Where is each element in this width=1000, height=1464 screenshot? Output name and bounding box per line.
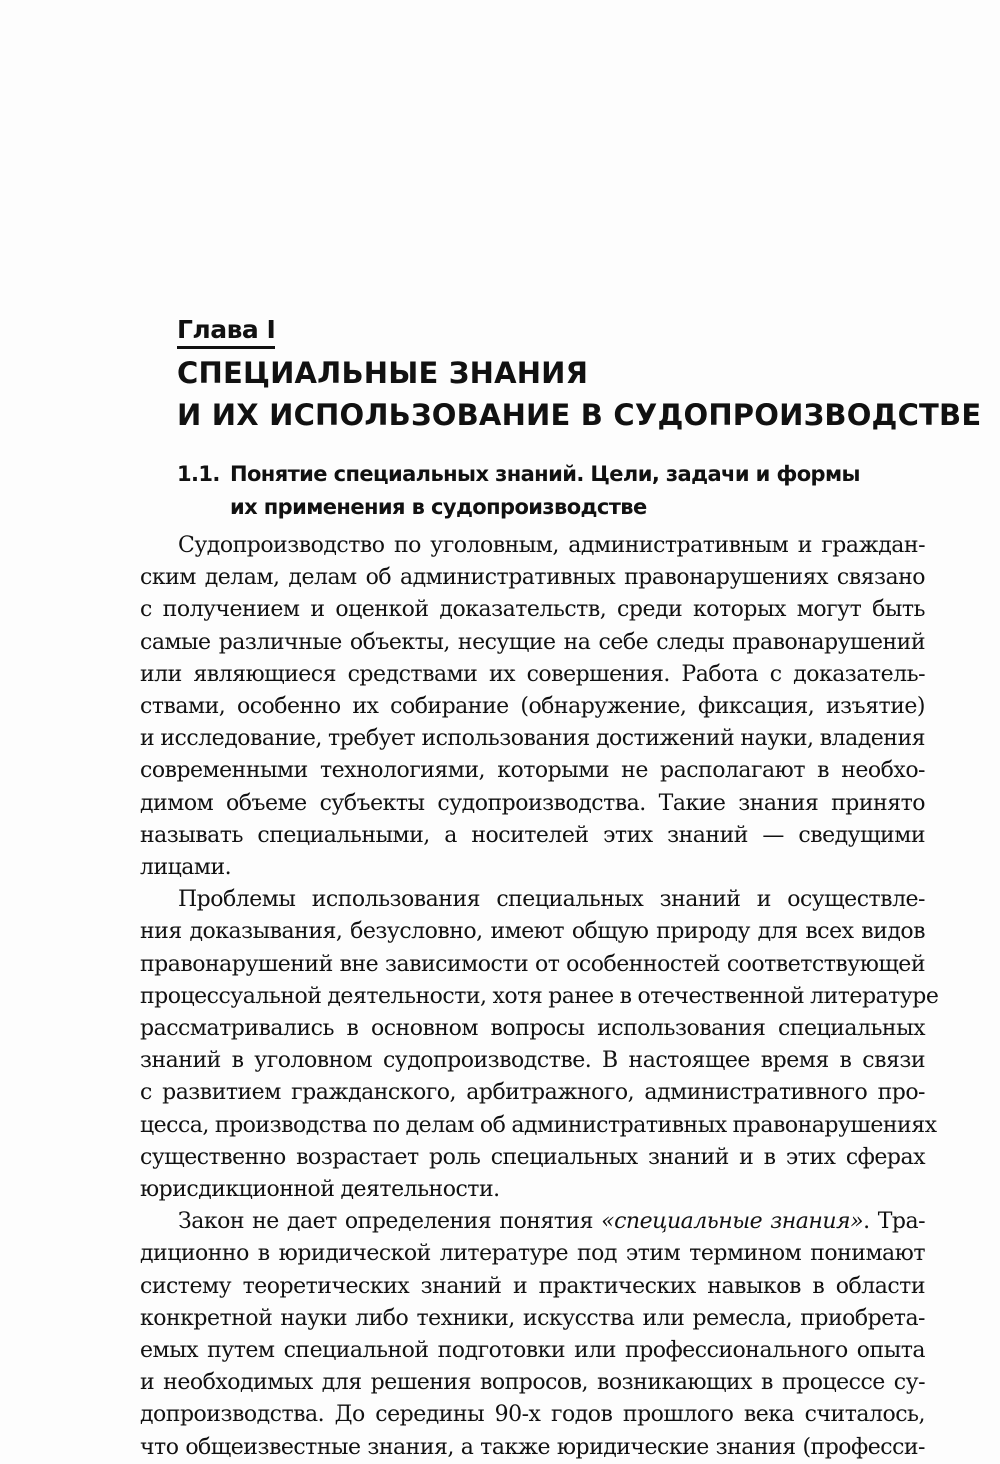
section-title-part-2: их применения в судопроизводстве — [230, 495, 647, 519]
paragraph-3 — [140, 1206, 925, 1464]
text-line: с получением и оценкой доказательств, среди которых могут быть — [140, 597, 925, 623]
section-title-part-1: Понятие специальных знаний. Цели, задачи и формы — [230, 462, 860, 486]
text-line: и необходимых для решения вопросов, возникающих в процессе су- — [140, 1370, 925, 1396]
text-line: самые различные объекты, несущие на себе следы правонарушений — [140, 629, 925, 655]
text-line: знаний в уголовном судопроизводстве. В настоящее время в связи — [140, 1048, 925, 1074]
text-line: лицами. — [140, 855, 232, 881]
section-heading — [177, 458, 937, 524]
text-line: диционно в юридической литературе под этим термином понимают — [140, 1241, 925, 1267]
text-line: рассматривались в основном вопросы использования специальных — [140, 1016, 925, 1042]
text-line: конкретной науки либо техники, искусства или ремесла, приобрета- — [140, 1305, 925, 1331]
text-line: называть специальными, а носителей этих знаний — сведущими — [140, 822, 925, 848]
text-line: юрисдикционной деятельности. — [140, 1177, 500, 1203]
chapter-label: Глава I — [177, 314, 275, 349]
term-special-knowledge: «специальные знания» — [601, 1209, 864, 1235]
text-line: процессуальной деятельности, хотя ранее в отечественной литературе — [140, 983, 939, 1009]
text-line: Судопроизводство по уголовным, административным и граждан- — [178, 533, 925, 558]
text-line: что общеизвестные знания, а также юридические знания (професси- — [140, 1434, 925, 1460]
text-line: ским делам, делам об административных правонарушениях связано — [140, 565, 925, 591]
body-text — [140, 530, 939, 1464]
text-line: димом объеме субъекты судопроизводства. Такие знания принято — [140, 790, 925, 816]
text-line: ствами, особенно их собирание (обнаружение, фиксация, изъятие) — [140, 694, 925, 720]
text-line: правонарушений вне зависимости от особенностей соответствующей — [140, 951, 925, 977]
text-line: современными технологиями, которыми не располагают в необхо- — [140, 758, 925, 784]
text-line: емых путем специальной подготовки или профессионального опыта — [140, 1338, 925, 1364]
text-line: с развитием гражданского, арбитражного, административного про- — [140, 1080, 925, 1106]
paragraph-3-lead-tail: . Тра- — [863, 1209, 926, 1235]
text-line: систему теоретических знаний и практических навыков в области — [140, 1273, 925, 1299]
chapter-title-line-2: И ИХ ИСПОЛЬЗОВАНИЕ В СУДОПРОИЗВОДСТВЕ — [177, 398, 982, 432]
text-line: или являющиеся средствами их совершения. Работа с доказатель- — [140, 661, 925, 687]
chapter-title — [177, 352, 982, 436]
paragraph-3-lead: Закон не дает определения понятия — [178, 1209, 602, 1235]
text-line — [140, 1206, 925, 1238]
text-line: цесса, производства по делам об административных правонарушениях — [140, 1112, 937, 1138]
text-line: и исследование, требует использования достижений науки, владения — [140, 726, 925, 752]
text-line: допроизводства. До середины 90-х годов прошлого века считалось, — [140, 1402, 925, 1428]
text-line: Проблемы использования специальных знаний и осуществле- — [178, 887, 925, 913]
section-heading-line-1 — [177, 458, 937, 491]
paragraph-1 — [140, 530, 925, 884]
section-number: 1.1. — [177, 462, 220, 486]
chapter-title-line-1: СПЕЦИАЛЬНЫЕ ЗНАНИЯ — [177, 356, 589, 390]
text-line: существенно возрастает роль специальных знаний и в этих сферах — [140, 1144, 925, 1170]
text-line: ния доказывания, безусловно, имеют общую природу для всех видов — [140, 919, 925, 945]
paragraph-2 — [140, 884, 939, 1206]
